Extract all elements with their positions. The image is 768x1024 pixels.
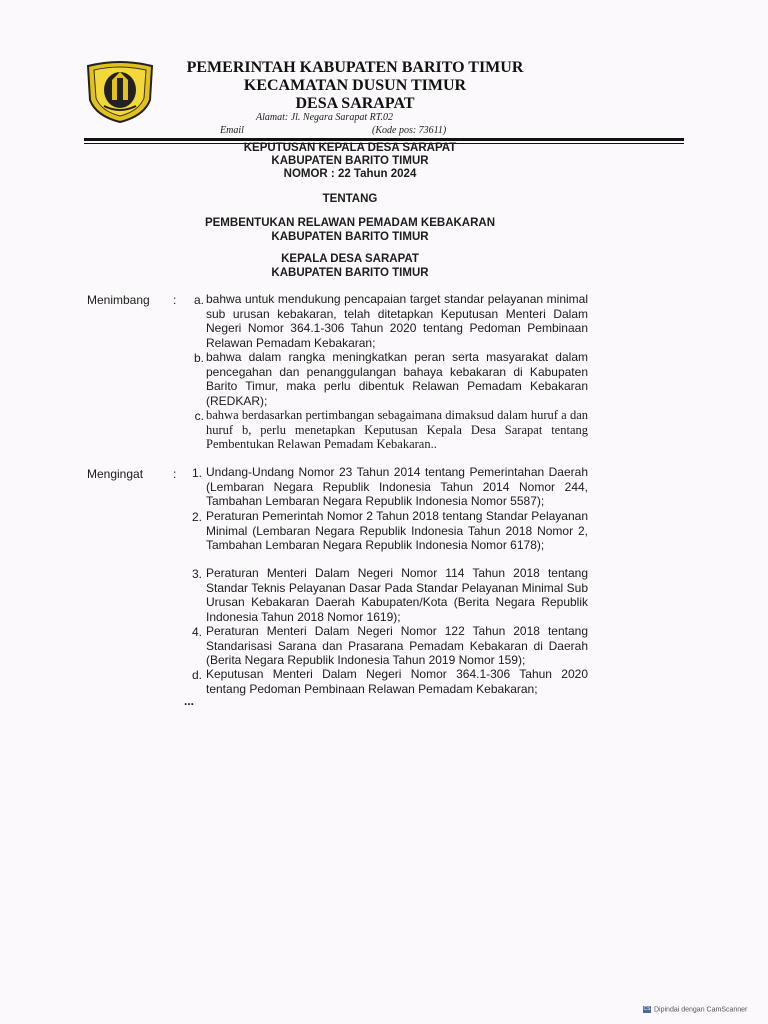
mengingat-item-1: Undang-Undang Nomor 23 Tahun 2014 tentang Pemerintahan Daerah (Lembaran Negara Republik Indonesia Tahun 2014 Nomor 244, Tambahan Lembaran Negara Republik Indonesia Nomor 5587);: [206, 465, 588, 509]
letterhead-thick-rule: [84, 138, 684, 141]
mengingat-mark-d: d.: [191, 668, 202, 682]
mengingat-mark-1: 1.: [191, 466, 202, 480]
letterhead-email-label: Email: [220, 125, 244, 136]
regency-emblem-icon: [84, 60, 156, 124]
decree-authority-line2: KABUPATEN BARITO TIMUR: [271, 267, 429, 279]
menimbang-item-c: bahwa berdasarkan pertimbangan sebagaimana dimaksud dalam huruf a dan huruf b, perlu menetapkan Keputusan Kepala Desa Sarapat tentang Pembentukan Relawan Pemadam Kebakaran..: [206, 408, 588, 452]
mengingat-item-2: Peraturan Pemerintah Nomor 2 Tahun 2018 tentang Standar Pelayanan Minimal (Lembaran Negara Republik Indonesia Tahun 2018 Nomor 2, Tambahan Lembaran Negara Republik Indonesia Nomor 6178);: [206, 509, 588, 553]
camscanner-watermark: [643, 1006, 747, 1013]
letterhead-village: DESA SARAPAT: [295, 95, 415, 112]
mengingat-mark-4: 4.: [191, 625, 202, 639]
menimbang-mark-b: b.: [193, 351, 204, 365]
decree-about: TENTANG: [322, 193, 378, 205]
camscanner-icon: CS: [643, 1006, 651, 1012]
mengingat-colon: :: [173, 467, 177, 481]
decree-subject-line2: KABUPATEN BARITO TIMUR: [271, 231, 429, 243]
letterhead-district: KECAMATAN DUSUN TIMUR: [243, 77, 467, 94]
decree-regency: KABUPATEN BARITO TIMUR: [271, 155, 429, 167]
decree-number: NOMOR : 22 Tahun 2024: [283, 168, 417, 180]
decree-title: KEPUTUSAN KEPALA DESA SARAPAT: [243, 142, 457, 154]
menimbang-colon: :: [173, 293, 177, 307]
letterhead-government: PEMERINTAH KABUPATEN BARITO TIMUR: [186, 59, 524, 76]
mengingat-label: Mengingat: [87, 467, 144, 481]
letterhead-postal-code: (Kode pos: 73611): [372, 125, 447, 136]
menimbang-item-b: bahwa dalam rangka meningkatkan peran serta masyarakat dalam pencegahan dan penanggulangan bahaya kebakaran di Kabupaten Barito Timur, maka perlu dibentuk Relawan Pemadam Kebakaran (REDKAR);: [206, 350, 588, 408]
letterhead-address: Alamat: Jl. Negara Sarapat RT.02: [256, 112, 394, 123]
mengingat-item-4: Peraturan Menteri Dalam Negeri Nomor 122 Tahun 2018 tentang Standarisasi Sarana dan Prasarana Pemadam Kebakaran di Daerah (Berita Negara Republik Indonesia Tahun 2019 Nomor 159);: [206, 624, 588, 668]
continuation-ellipsis: ...: [184, 694, 195, 708]
menimbang-item-a: bahwa untuk mendukung pencapaian target standar pelayanan minimal sub urusan kebakaran, telah ditetapkan Keputusan Menteri Dalam Negeri Nomor 364.1-306 Tahun 2020 tentang Pedoman Pembinaan Relawan Pemadam Kebakaran;: [206, 292, 588, 350]
mengingat-item-d: Keputusan Menteri Dalam Negeri Nomor 364.1-306 Tahun 2020 tentang Pedoman Pembinaan Relawan Pemadam Kebakaran;: [206, 667, 588, 696]
mengingat-item-3: Peraturan Menteri Dalam Negeri Nomor 114 Tahun 2018 tentang Standar Teknis Pelayanan Dasar Pada Standar Pelayanan Minimal Sub Urusan Kebakaran Daerah Kabupaten/Kota (Berita Negara Republik Indonesia Tahun 2018 Nomor 1619);: [206, 566, 588, 624]
mengingat-mark-3: 3.: [191, 567, 202, 581]
mengingat-mark-2: 2.: [191, 510, 202, 524]
menimbang-mark-a: a.: [193, 293, 204, 307]
camscanner-label: Dipindai dengan CamScanner: [654, 1006, 748, 1014]
menimbang-label: Menimbang: [87, 293, 150, 307]
decree-authority-line1: KEPALA DESA SARAPAT: [281, 253, 419, 265]
decree-subject-line1: PEMBENTUKAN RELAWAN PEMADAM KEBAKARAN: [204, 217, 496, 229]
menimbang-mark-c: c.: [194, 409, 204, 423]
